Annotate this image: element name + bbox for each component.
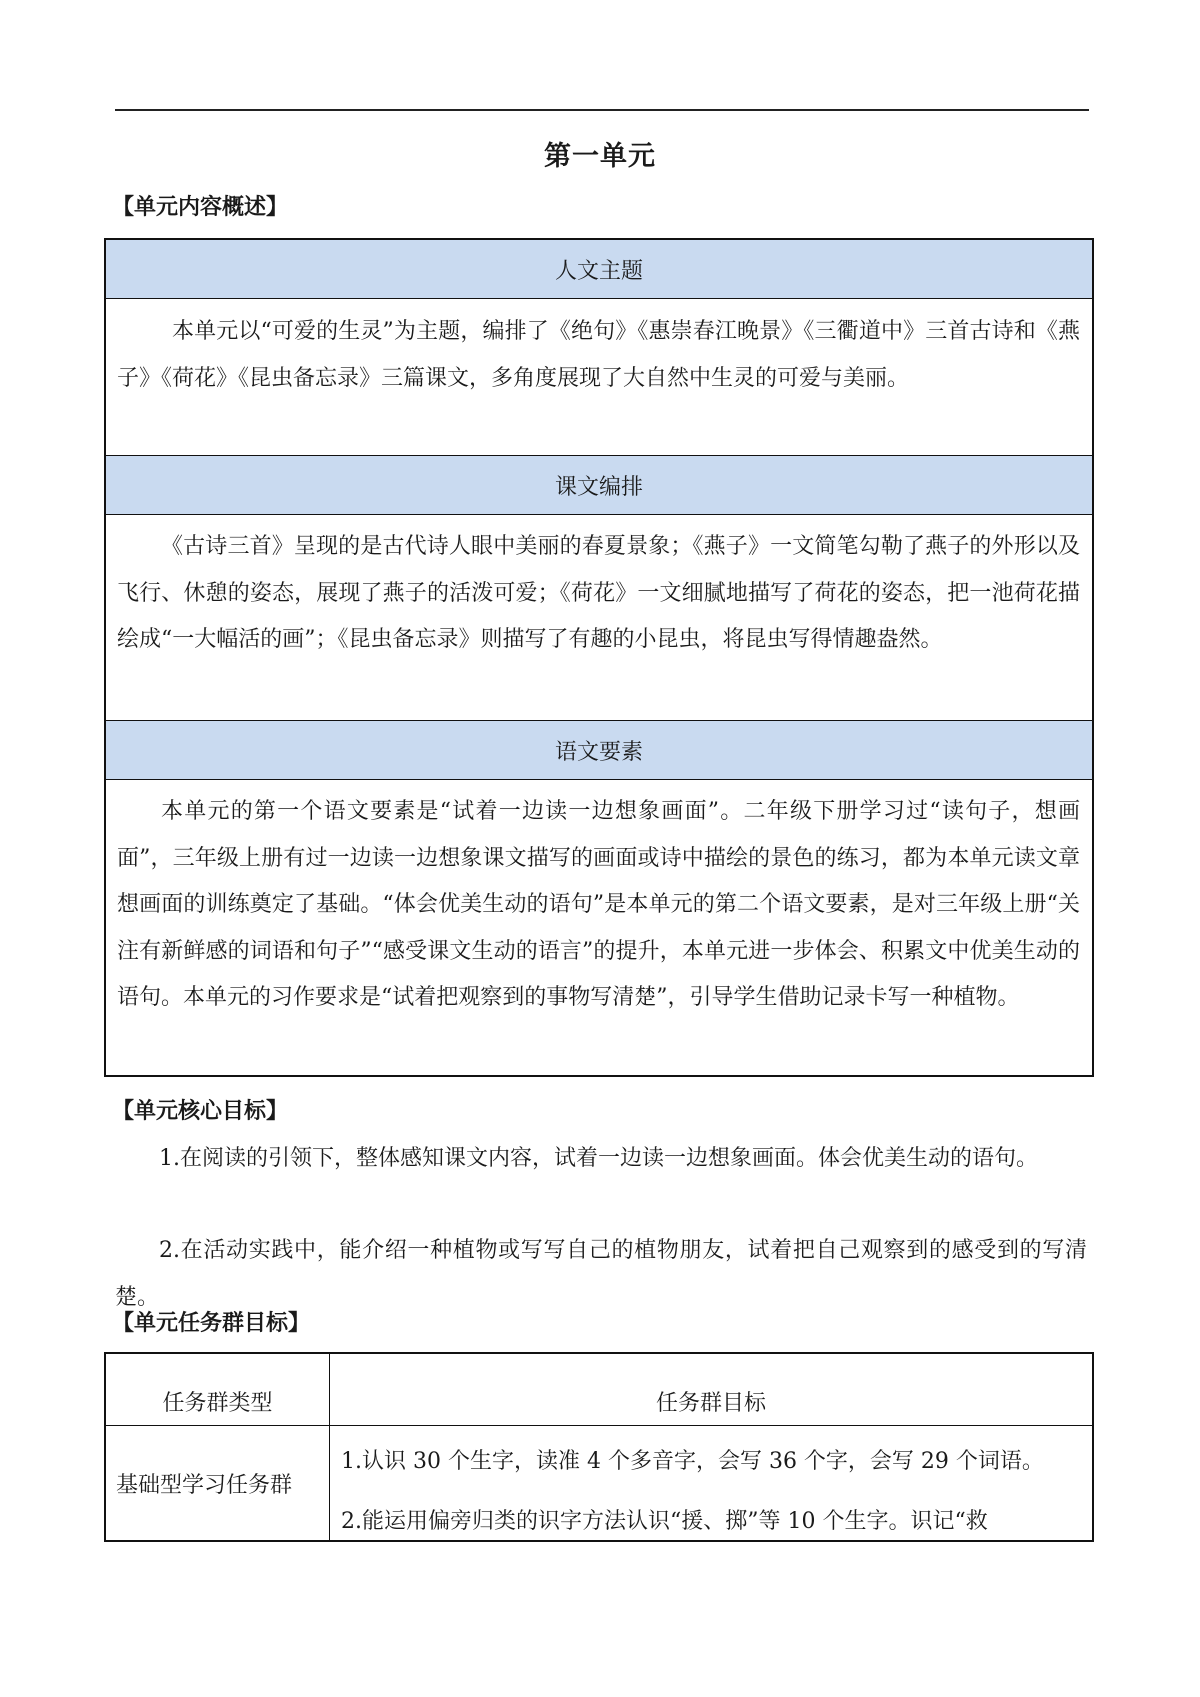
task-goal-cell — [330, 1426, 1092, 1540]
task-type-column-header: 任务群类型 — [106, 1354, 330, 1426]
elements-text: 本单元的第一个语文要素是“试着一边读一边想象画面”。二年级下册学习过“读句子，想画面”，三年级上册有过一边读一边想象课文描写的画面或诗中描绘的景色的练习，都为本单元读文章想画面的训练奠定了基础。“体会优美生动的语句”是本单元的第二个语文要素，是对三年级上册“关注有新鲜感的词语和句子”“感受课文生动的语言”的提升，本单元进一步体会、积累文中优美生动的语句。本单元的习作要求是“试着把观察到的事物写清楚”，引导学生借助记录卡写一种植物。 — [117, 799, 1080, 1010]
core-goal-item: 1.在阅读的引领下，整体感知课文内容，试着一边读一边想象画面。体会优美生动的语句。 — [159, 1146, 1038, 1171]
theme-text: 本单元以“可爱的生灵”为主题，编排了《绝句》《惠崇春江晚景》《三衢道中》三首古诗和《燕子》《荷花》《昆虫备忘录》三篇课文，多角度展现了大自然中生灵的可爱与美丽。 — [106, 299, 1092, 456]
page-title: 第一单元 — [544, 141, 656, 172]
arrangement-header: 课文编排 — [106, 456, 1092, 515]
task-goal-item: 1.认识 30 个生字，读准 4 个多音字，会写 36 个字，会写 29 个词语。 — [341, 1449, 1044, 1474]
task-group-heading: 【单元任务群目标】 — [112, 1310, 311, 1336]
task-group-table — [104, 1352, 1094, 1542]
overview-heading: 【单元内容概述】 — [112, 194, 289, 220]
header-rule — [115, 109, 1089, 111]
core-goal-item: 2.在活动实践中，能介绍一种植物或写写自己的植物朋友，试着把自己观察到的感受到的写清楚。 — [115, 1238, 1087, 1310]
elements-header: 语文要素 — [106, 721, 1092, 780]
task-goal-column-header: 任务群目标 — [330, 1354, 1092, 1426]
task-type-cell: 基础型学习任务群 — [106, 1426, 330, 1540]
core-goals-heading: 【单元核心目标】 — [112, 1098, 289, 1124]
task-goal-item: 2.能运用偏旁归类的识字方法认识“援、掷”等 10 个生字。识记“救 — [341, 1509, 988, 1534]
theme-header: 人文主题 — [106, 240, 1092, 299]
arrangement-text: 《古诗三首》呈现的是古代诗人眼中美丽的春夏景象；《燕子》一文简笔勾勒了燕子的外形以及飞行、休憩的姿态，展现了燕子的活泼可爱；《荷花》一文细腻地描写了荷花的姿态，把一池荷花描绘成“一大幅活的画”；《昆虫备忘录》则描写了有趣的小昆虫，将昆虫写得情趣盎然。 — [106, 515, 1092, 721]
overview-table — [104, 238, 1094, 1077]
